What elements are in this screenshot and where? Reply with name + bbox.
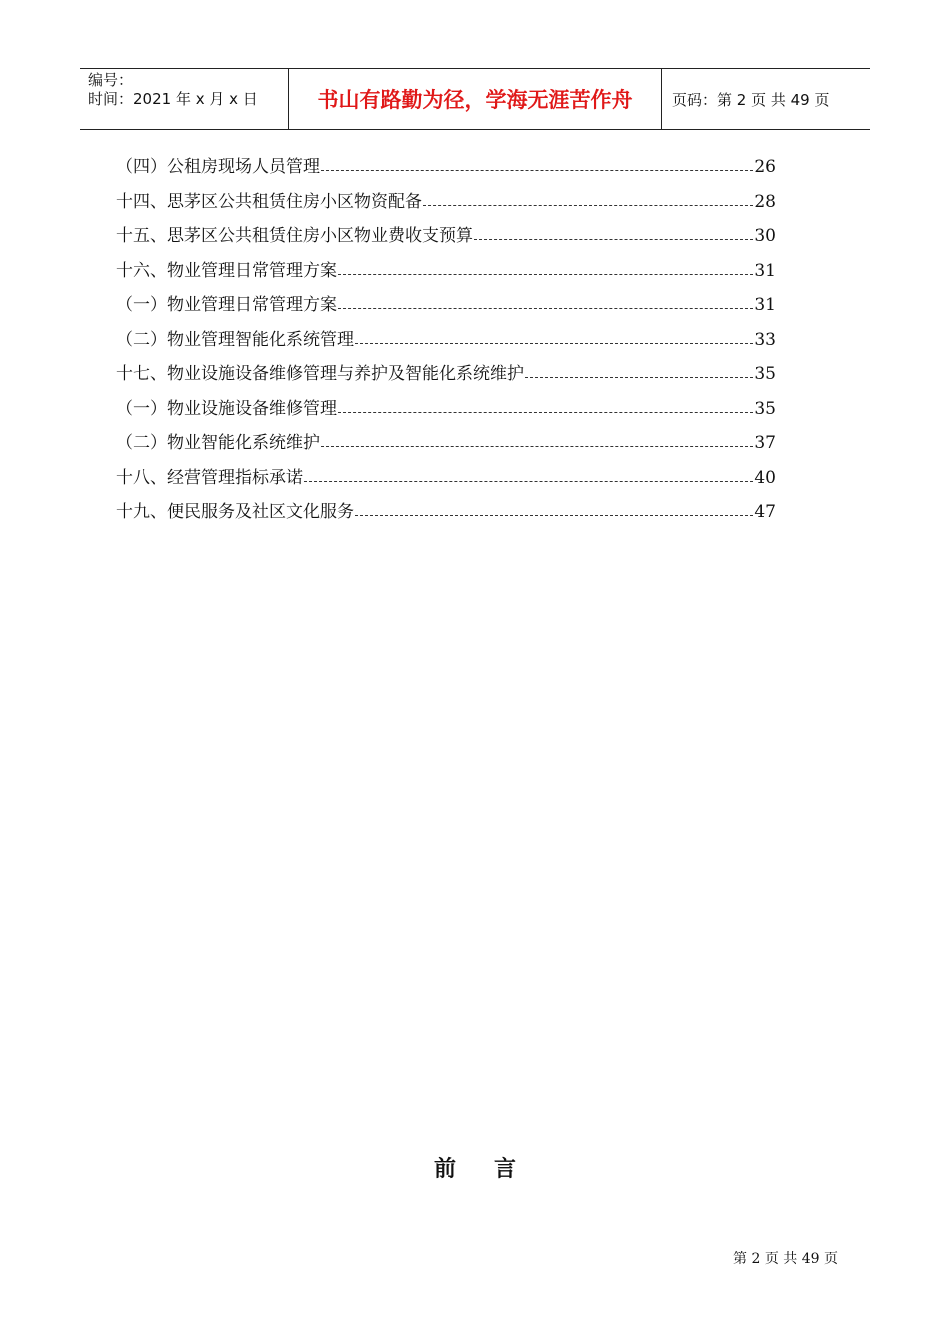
toc-leader (321, 169, 753, 171)
toc-entry[interactable] (116, 325, 776, 360)
toc-entry-page: 28 (754, 191, 776, 212)
toc-leader (338, 273, 753, 275)
page-footer: 第 2 页 共 49 页 (733, 1251, 838, 1267)
header-page-info: 页码：第 2 页 共 49 页 (672, 90, 830, 109)
toc-entry-page: 37 (754, 433, 776, 453)
toc-leader (304, 480, 753, 482)
toc-leader (355, 514, 753, 516)
toc-entry-page: 47 (754, 502, 776, 522)
page-header (80, 68, 870, 130)
toc-leader (338, 411, 753, 413)
toc-entry-title: （二）物业管理智能化系统管理 (116, 329, 354, 350)
header-number-label: 编号： (88, 71, 134, 89)
header-time-label: 时间：2021 年 x 月 x 日 (88, 90, 258, 108)
toc-entry-title: 十九、便民服务及社区文化服务 (116, 502, 354, 522)
toc-leader (474, 238, 753, 240)
toc-entry-title: （一）物业管理日常管理方案 (116, 295, 337, 315)
toc-leader (321, 445, 753, 447)
toc-entry-title: 十五、思茅区公共租赁住房小区物业费收支预算 (116, 226, 473, 246)
toc-entry-page: 33 (754, 329, 776, 350)
toc-entry-title: （二）物业智能化系统维护 (116, 433, 320, 453)
toc-entry-title: 十六、物业管理日常管理方案 (116, 260, 337, 281)
header-motto: 书山有路勤为径，学海无涯苦作舟 (289, 69, 662, 129)
toc-entry-title: 十七、物业设施设备维修管理与养护及智能化系统维护 (116, 364, 524, 384)
toc-entry[interactable] (116, 463, 776, 498)
toc-leader (355, 342, 753, 344)
toc-entry-page: 31 (754, 260, 776, 281)
toc-entry[interactable] (116, 428, 776, 463)
toc-entry[interactable] (116, 394, 776, 429)
toc-entry[interactable] (116, 359, 776, 394)
table-of-contents (116, 152, 776, 532)
toc-entry[interactable] (116, 221, 776, 256)
preface-heading: 前言 (433, 1156, 554, 1182)
toc-entry[interactable] (116, 152, 776, 187)
toc-entry-page: 40 (754, 467, 776, 488)
toc-leader (525, 376, 753, 378)
toc-entry-title: （四）公租房现场人员管理 (116, 157, 320, 177)
toc-entry-title: 十四、思茅区公共租赁住房小区物资配备 (116, 191, 422, 212)
toc-entry[interactable] (116, 290, 776, 325)
toc-entry-page: 30 (754, 226, 776, 246)
toc-leader (423, 204, 753, 206)
toc-entry[interactable] (116, 256, 776, 291)
toc-leader (338, 307, 753, 309)
header-meta (80, 69, 289, 129)
toc-entry-title: （一）物业设施设备维修管理 (116, 398, 337, 419)
toc-entry-title: 十八、经营管理指标承诺 (116, 467, 303, 488)
toc-entry[interactable] (116, 497, 776, 532)
toc-entry-page: 31 (754, 295, 776, 315)
toc-entry-page: 26 (754, 157, 776, 177)
toc-entry-page: 35 (754, 364, 776, 384)
toc-entry[interactable] (116, 187, 776, 222)
toc-entry-page: 35 (754, 398, 776, 419)
